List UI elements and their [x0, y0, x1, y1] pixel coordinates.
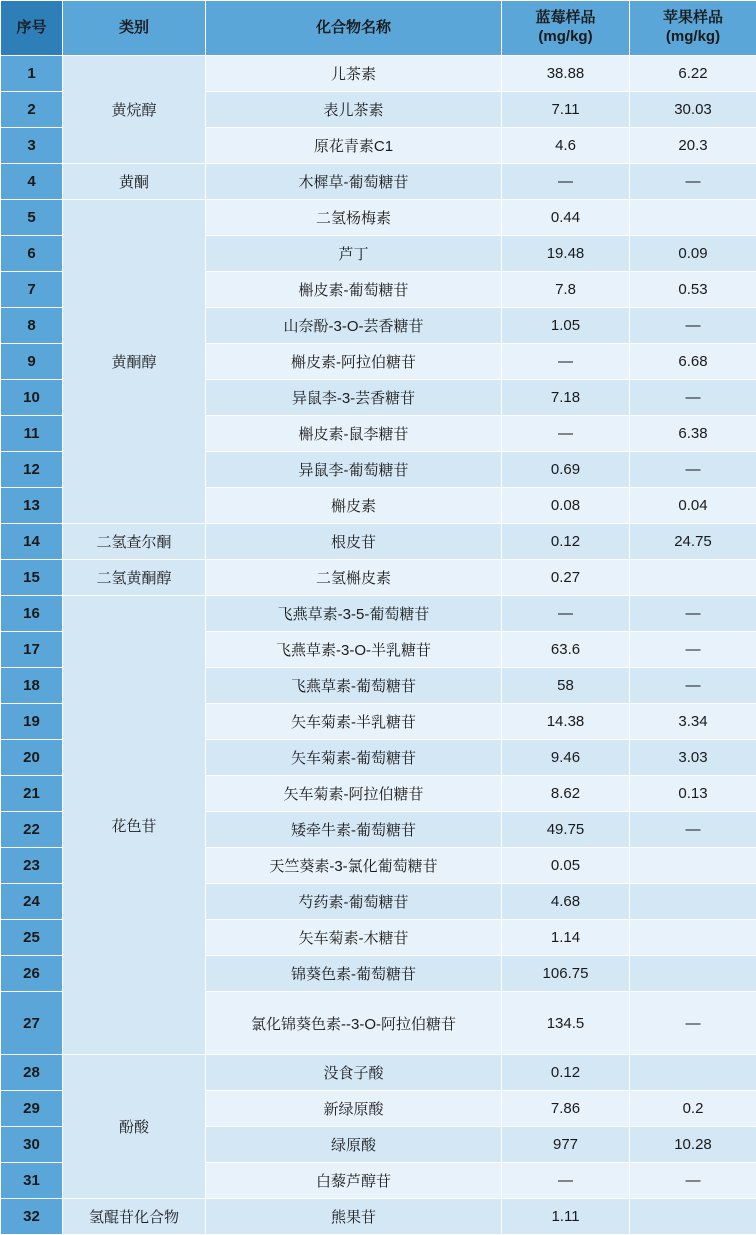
- apple-value: [630, 956, 756, 992]
- blueberry-value: 63.6: [502, 632, 630, 668]
- apple-value: —: [630, 380, 756, 416]
- compound-name: 槲皮素: [206, 488, 502, 524]
- row-index: 17: [1, 632, 63, 668]
- blueberry-value: 0.05: [502, 848, 630, 884]
- table-row: [1, 56, 756, 92]
- compound-name: 槲皮素-阿拉伯糖苷: [206, 344, 502, 380]
- blueberry-value: —: [502, 416, 630, 452]
- compound-name: 氯化锦葵色素--3-O-阿拉伯糖苷: [206, 992, 502, 1055]
- table-row: [1, 1055, 756, 1091]
- compound-name: 飞燕草素-3-5-葡萄糖苷: [206, 596, 502, 632]
- table-row: [1, 596, 756, 632]
- blueberry-value: 9.46: [502, 740, 630, 776]
- row-category: 花色苷: [63, 596, 206, 1055]
- row-index: 27: [1, 992, 63, 1055]
- header-apple-unit: (mg/kg): [630, 28, 756, 47]
- header-index: 序号: [1, 1, 63, 56]
- blueberry-value: 0.12: [502, 524, 630, 560]
- apple-value: 0.09: [630, 236, 756, 272]
- apple-value: —: [630, 308, 756, 344]
- apple-value: 0.13: [630, 776, 756, 812]
- blueberry-value: 0.12: [502, 1055, 630, 1091]
- table-row: [1, 164, 756, 200]
- compound-name: 芍药素-葡萄糖苷: [206, 884, 502, 920]
- row-index: 28: [1, 1055, 63, 1091]
- row-index: 1: [1, 56, 63, 92]
- header-compound-name: 化合物名称: [206, 1, 502, 56]
- row-index: 12: [1, 452, 63, 488]
- row-index: 23: [1, 848, 63, 884]
- compound-name: 二氢槲皮素: [206, 560, 502, 596]
- compound-name: 原花青素C1: [206, 128, 502, 164]
- table-row: [1, 560, 756, 596]
- row-index: 6: [1, 236, 63, 272]
- compound-name: 山奈酚-3-O-芸香糖苷: [206, 308, 502, 344]
- header-apple-label: 苹果样品: [663, 9, 723, 26]
- compound-name: 锦葵色素-葡萄糖苷: [206, 956, 502, 992]
- blueberry-value: 58: [502, 668, 630, 704]
- row-category: 二氢黄酮醇: [63, 560, 206, 596]
- compound-name: 儿茶素: [206, 56, 502, 92]
- row-index: 9: [1, 344, 63, 380]
- compound-name: 表儿茶素: [206, 92, 502, 128]
- header-blueberry-sample: [502, 1, 630, 56]
- apple-value: 3.03: [630, 740, 756, 776]
- row-category: 黄烷醇: [63, 56, 206, 164]
- blueberry-value: 4.68: [502, 884, 630, 920]
- row-index: 2: [1, 92, 63, 128]
- blueberry-value: 19.48: [502, 236, 630, 272]
- table-header: [1, 1, 756, 56]
- table-header-row: [1, 1, 756, 56]
- apple-value: 0.2: [630, 1091, 756, 1127]
- row-category: 酚酸: [63, 1055, 206, 1199]
- row-index: 10: [1, 380, 63, 416]
- row-index: 4: [1, 164, 63, 200]
- blueberry-value: 134.5: [502, 992, 630, 1055]
- apple-value: [630, 560, 756, 596]
- apple-value: —: [630, 668, 756, 704]
- row-index: 8: [1, 308, 63, 344]
- row-category: 氢醌苷化合物: [63, 1199, 206, 1235]
- row-index: 13: [1, 488, 63, 524]
- apple-value: —: [630, 164, 756, 200]
- row-index: 22: [1, 812, 63, 848]
- compound-name: 矢车菊素-葡萄糖苷: [206, 740, 502, 776]
- compound-name: 二氢杨梅素: [206, 200, 502, 236]
- header-apple-sample: [630, 1, 756, 56]
- compound-name: 白藜芦醇苷: [206, 1163, 502, 1199]
- blueberry-value: 7.18: [502, 380, 630, 416]
- row-index: 20: [1, 740, 63, 776]
- apple-value: 6.22: [630, 56, 756, 92]
- blueberry-value: 8.62: [502, 776, 630, 812]
- header-blueberry-unit: (mg/kg): [502, 28, 629, 47]
- apple-value: 10.28: [630, 1127, 756, 1163]
- apple-value: 30.03: [630, 92, 756, 128]
- apple-value: [630, 1199, 756, 1235]
- blueberry-value: —: [502, 1163, 630, 1199]
- row-index: 21: [1, 776, 63, 812]
- compound-name: 绿原酸: [206, 1127, 502, 1163]
- row-index: 32: [1, 1199, 63, 1235]
- compound-name: 木樨草-葡萄糖苷: [206, 164, 502, 200]
- apple-value: [630, 848, 756, 884]
- apple-value: —: [630, 992, 756, 1055]
- row-index: 16: [1, 596, 63, 632]
- blueberry-value: 7.86: [502, 1091, 630, 1127]
- blueberry-value: 0.08: [502, 488, 630, 524]
- blueberry-value: 1.14: [502, 920, 630, 956]
- compound-name: 根皮苷: [206, 524, 502, 560]
- compound-name: 熊果苷: [206, 1199, 502, 1235]
- row-index: 26: [1, 956, 63, 992]
- row-category: 二氢查尔酮: [63, 524, 206, 560]
- blueberry-value: 1.05: [502, 308, 630, 344]
- compound-name: 矢车菊素-阿拉伯糖苷: [206, 776, 502, 812]
- compound-name: 芦丁: [206, 236, 502, 272]
- row-index: 18: [1, 668, 63, 704]
- apple-value: 20.3: [630, 128, 756, 164]
- blueberry-value: 106.75: [502, 956, 630, 992]
- compound-name: 天竺葵素-3-氯化葡萄糖苷: [206, 848, 502, 884]
- compound-name: 矮牵牛素-葡萄糖苷: [206, 812, 502, 848]
- blueberry-value: —: [502, 164, 630, 200]
- blueberry-value: 4.6: [502, 128, 630, 164]
- blueberry-value: —: [502, 596, 630, 632]
- compound-name: 矢车菊素-半乳糖苷: [206, 704, 502, 740]
- blueberry-value: 7.11: [502, 92, 630, 128]
- apple-value: 6.38: [630, 416, 756, 452]
- blueberry-value: 0.27: [502, 560, 630, 596]
- row-index: 7: [1, 272, 63, 308]
- apple-value: —: [630, 812, 756, 848]
- row-index: 5: [1, 200, 63, 236]
- blueberry-value: 1.11: [502, 1199, 630, 1235]
- compound-name: 飞燕草素-3-O-半乳糖苷: [206, 632, 502, 668]
- compound-name: 异鼠李-葡萄糖苷: [206, 452, 502, 488]
- apple-value: 6.68: [630, 344, 756, 380]
- apple-value: [630, 884, 756, 920]
- row-index: 19: [1, 704, 63, 740]
- row-index: 3: [1, 128, 63, 164]
- blueberry-value: 0.69: [502, 452, 630, 488]
- blueberry-value: 38.88: [502, 56, 630, 92]
- table-body: [1, 56, 756, 1235]
- compound-name: 槲皮素-葡萄糖苷: [206, 272, 502, 308]
- compound-name: 新绿原酸: [206, 1091, 502, 1127]
- apple-value: [630, 920, 756, 956]
- row-index: 24: [1, 884, 63, 920]
- row-index: 29: [1, 1091, 63, 1127]
- row-index: 15: [1, 560, 63, 596]
- row-index: 11: [1, 416, 63, 452]
- row-category: 黄酮: [63, 164, 206, 200]
- blueberry-value: —: [502, 344, 630, 380]
- apple-value: 0.04: [630, 488, 756, 524]
- row-index: 25: [1, 920, 63, 956]
- apple-value: 3.34: [630, 704, 756, 740]
- compound-name: 槲皮素-鼠李糖苷: [206, 416, 502, 452]
- apple-value: [630, 1055, 756, 1091]
- header-blueberry-label: 蓝莓样品: [535, 9, 595, 26]
- blueberry-value: 977: [502, 1127, 630, 1163]
- apple-value: 0.53: [630, 272, 756, 308]
- row-category: 黄酮醇: [63, 200, 206, 524]
- compound-name: 异鼠李-3-芸香糖苷: [206, 380, 502, 416]
- blueberry-value: 0.44: [502, 200, 630, 236]
- table-row: [1, 524, 756, 560]
- blueberry-value: 14.38: [502, 704, 630, 740]
- compound-name: 矢车菊素-木糖苷: [206, 920, 502, 956]
- apple-value: —: [630, 1163, 756, 1199]
- row-index: 31: [1, 1163, 63, 1199]
- apple-value: —: [630, 596, 756, 632]
- compound-name: 飞燕草素-葡萄糖苷: [206, 668, 502, 704]
- header-category: 类别: [63, 1, 206, 56]
- table-row: [1, 1199, 756, 1235]
- blueberry-value: 7.8: [502, 272, 630, 308]
- apple-value: [630, 200, 756, 236]
- apple-value: 24.75: [630, 524, 756, 560]
- apple-value: —: [630, 452, 756, 488]
- row-index: 30: [1, 1127, 63, 1163]
- compound-name: 没食子酸: [206, 1055, 502, 1091]
- row-index: 14: [1, 524, 63, 560]
- table-row: [1, 200, 756, 236]
- apple-value: —: [630, 632, 756, 668]
- blueberry-value: 49.75: [502, 812, 630, 848]
